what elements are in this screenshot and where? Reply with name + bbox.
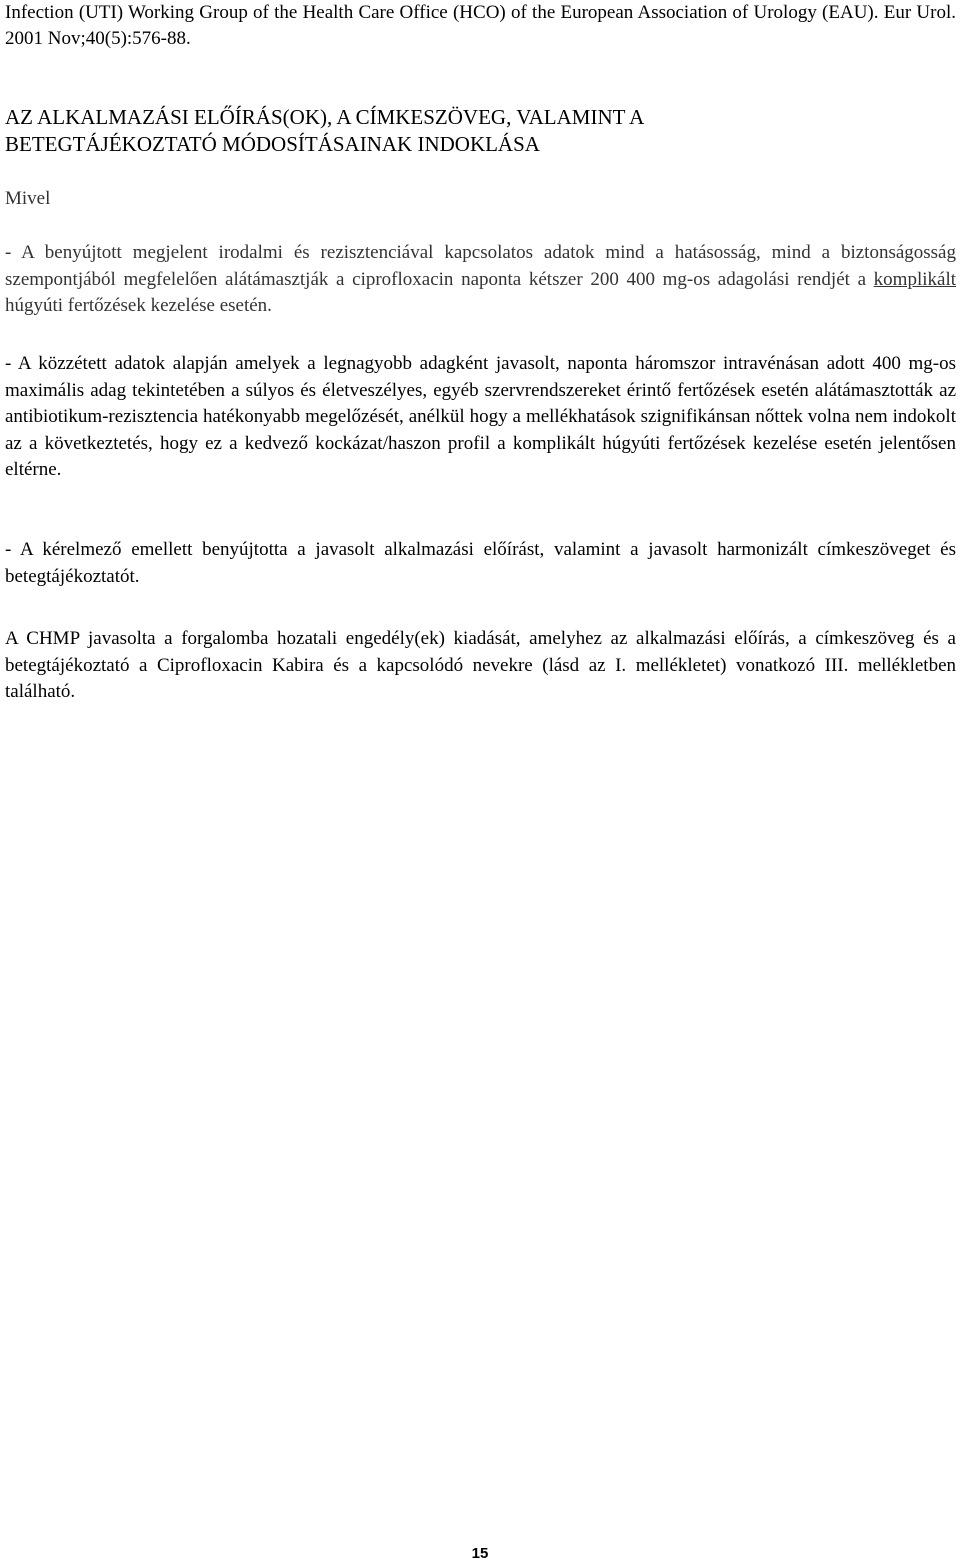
section-heading-line-2: BETEGTÁJÉKOZTATÓ MÓDOSÍTÁSAINAK INDOKLÁSA: [5, 132, 540, 156]
paragraph-efficacy-safety-text-after: húgyúti fertőzések kezelése esetén.: [5, 295, 272, 317]
underlined-term-complicated: komplikált: [873, 268, 956, 290]
reference-citation: Infection (UTI) Working Group of the Health Care Office (HCO) of the European Association of Urology (EAU). Eur Urol. 2001 Nov;40(5):576-88.: [5, 2, 956, 49]
paragraph-applicant-submission: - A kérelmező emellett benyújtotta a javasolt alkalmazási előírást, valamint a javasolt harmonizált címkeszöveget és betegtájékoztatót.: [5, 539, 956, 587]
page-number: 15: [471, 1545, 489, 1562]
paragraph-efficacy-safety-text-before: - A benyújtott megjelent irodalmi és rezisztenciával kapcsolatos adatok mind a hatásosság, mind a biztonságosság szempontjából megfelelően alátámasztják a ciprofloxacin naponta kétszer 200 400 mg-os adagolási rendjét a: [5, 242, 956, 290]
intro-text: Mivel: [5, 188, 51, 209]
section-heading-line-1: AZ ALKALMAZÁSI ELŐÍRÁS(OK), A CÍMKESZÖVEG, VALAMINT A: [5, 105, 645, 129]
document-page: [5, 0, 956, 703]
section-heading: [5, 104, 956, 158]
paragraph-published-data: - A közzétett adatok alapján amelyek a legnagyobb adagként javasolt, naponta háromszor intravénásan adott 400 mg-os maximális adag tekintetében a súlyos és életveszélyes, egyéb szervrendszereket érintő fertőzések esetén alátámasztották az antibiotikum-rezisztencia hatékonyabb megelőzését, anélkül hogy a mellékhatások szignifikánsan nőttek volna nem indokolt az a következtetés, hogy ez a kedvező kockázat/haszon profil a komplikált húgyúti fertőzések kezelése esetén jelentősen eltérne.: [5, 353, 956, 481]
paragraph-chmp-recommendation: A CHMP javasolta a forgalomba hozatali engedély(ek) kiadását, amelyhez az alkalmazási előírás, a címkeszöveg és a betegtájékoztató a Ciprofloxacin Kabira és a kapcsolódó nevekre (lásd az I. mellékletet) vonatkozó III. mellékletben található.: [5, 628, 956, 703]
paragraph-efficacy-safety: [5, 240, 956, 320]
